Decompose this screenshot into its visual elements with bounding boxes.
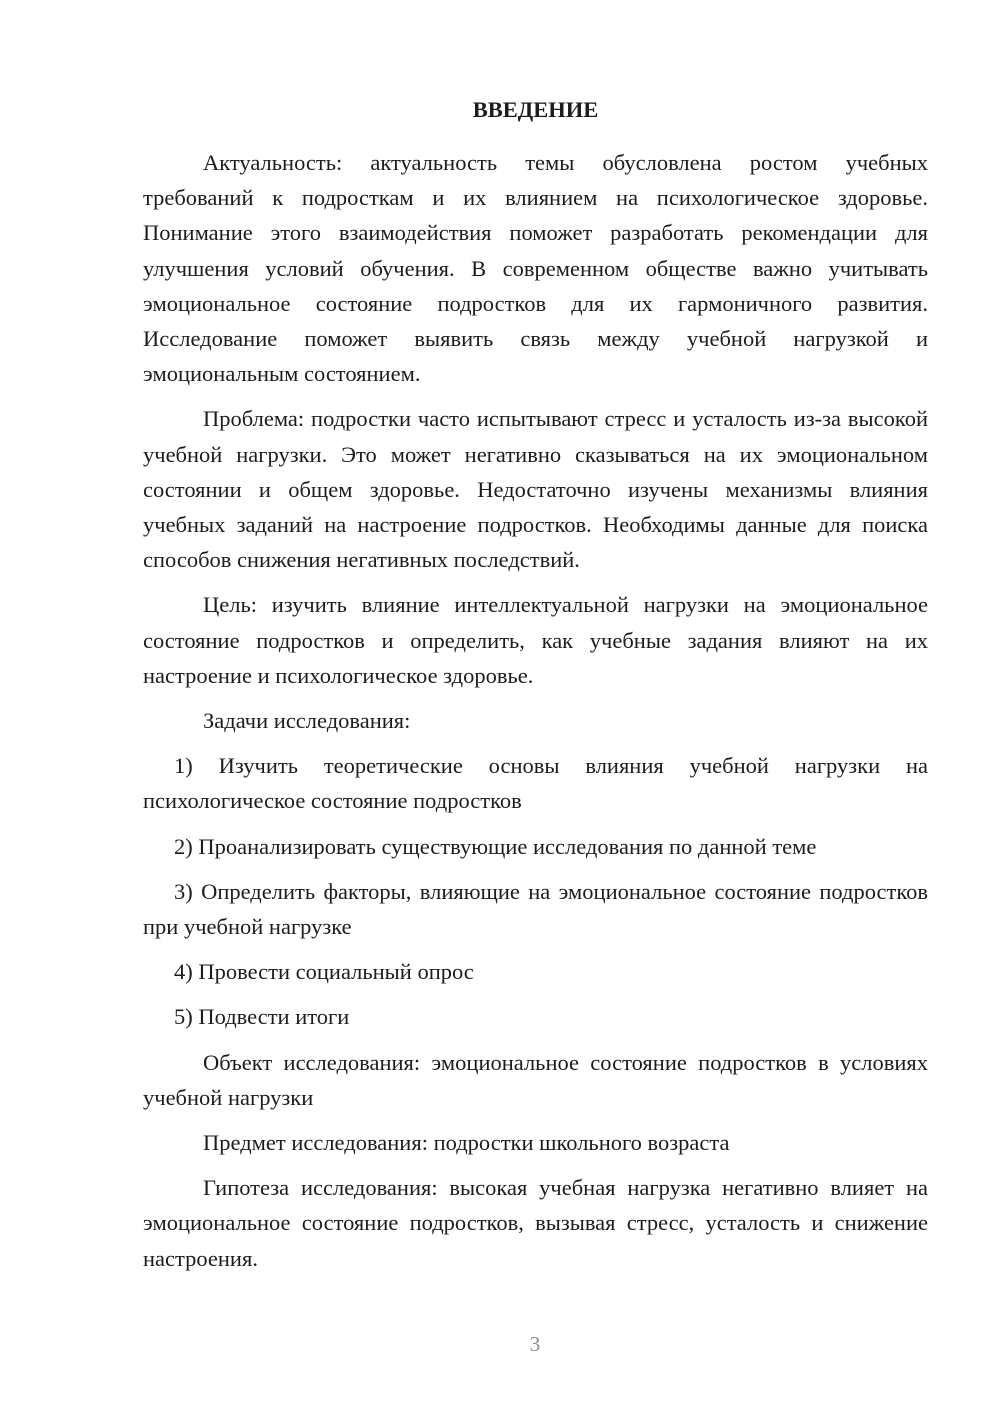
task-item: 1) Изучить теоретические основы влияния учебной нагрузки на психологическое состояние подростков <box>143 753 928 814</box>
task-item: 2) Проанализировать существующие исследования по данной теме <box>174 833 817 859</box>
page-content <box>143 95 928 1286</box>
tasks-heading: Задачи исследования: <box>203 708 411 734</box>
paragraph-hypothesis: Гипотеза исследования: высокая учебная нагрузка негативно влияет на эмоциональное состояние подростков, вызывая стресс, усталость и снижение настроения. <box>143 1175 928 1271</box>
task-item: 3) Определить факторы, влияющие на эмоциональное состояние подростков при учебной нагрузке <box>143 878 928 940</box>
paragraph-relevance: Актуальность: актуальность темы обусловлена ростом учебных требований к подросткам и их влиянием на психологическое здоровье. Понимание этого взаимодействия поможет разработать рекомендации для улучшения условий обучения. В современном обществе важно учитывать эмоциональное состояние подростков для их гармоничного развития. Исследование поможет выявить связь между учебной нагрузкой и эмоциональным состоянием. <box>143 150 928 387</box>
page-number: 3 <box>529 1332 541 1356</box>
paragraph-goal: Цель: изучить влияние интеллектуальной нагрузки на эмоциональное состояние подростков и определить, как учебные задания влияют на их настроение и психологическое здоровье. <box>143 592 928 688</box>
page-title: ВВЕДЕНИЕ <box>472 97 599 122</box>
paragraph-object: Объект исследования: эмоциональное состояние подростков в условиях учебной нагрузки <box>143 1049 928 1110</box>
paragraph-problem: Проблема: подростки часто испытывают стресс и усталость из-за высокой учебной нагрузки. Это может негативно сказываться на их эмоциональном состоянии и общем здоровье. Недостаточно изучены механизмы влияния учебных заданий на настроение подростков. Необходимы данные для поиска способов снижения негативных последствий. <box>143 406 928 573</box>
task-item: 4) Провести социальный опрос <box>174 959 474 985</box>
task-item: 5) Подвести итоги <box>174 1004 350 1030</box>
paragraph-subject: Предмет исследования: подростки школьного возраста <box>203 1130 730 1156</box>
